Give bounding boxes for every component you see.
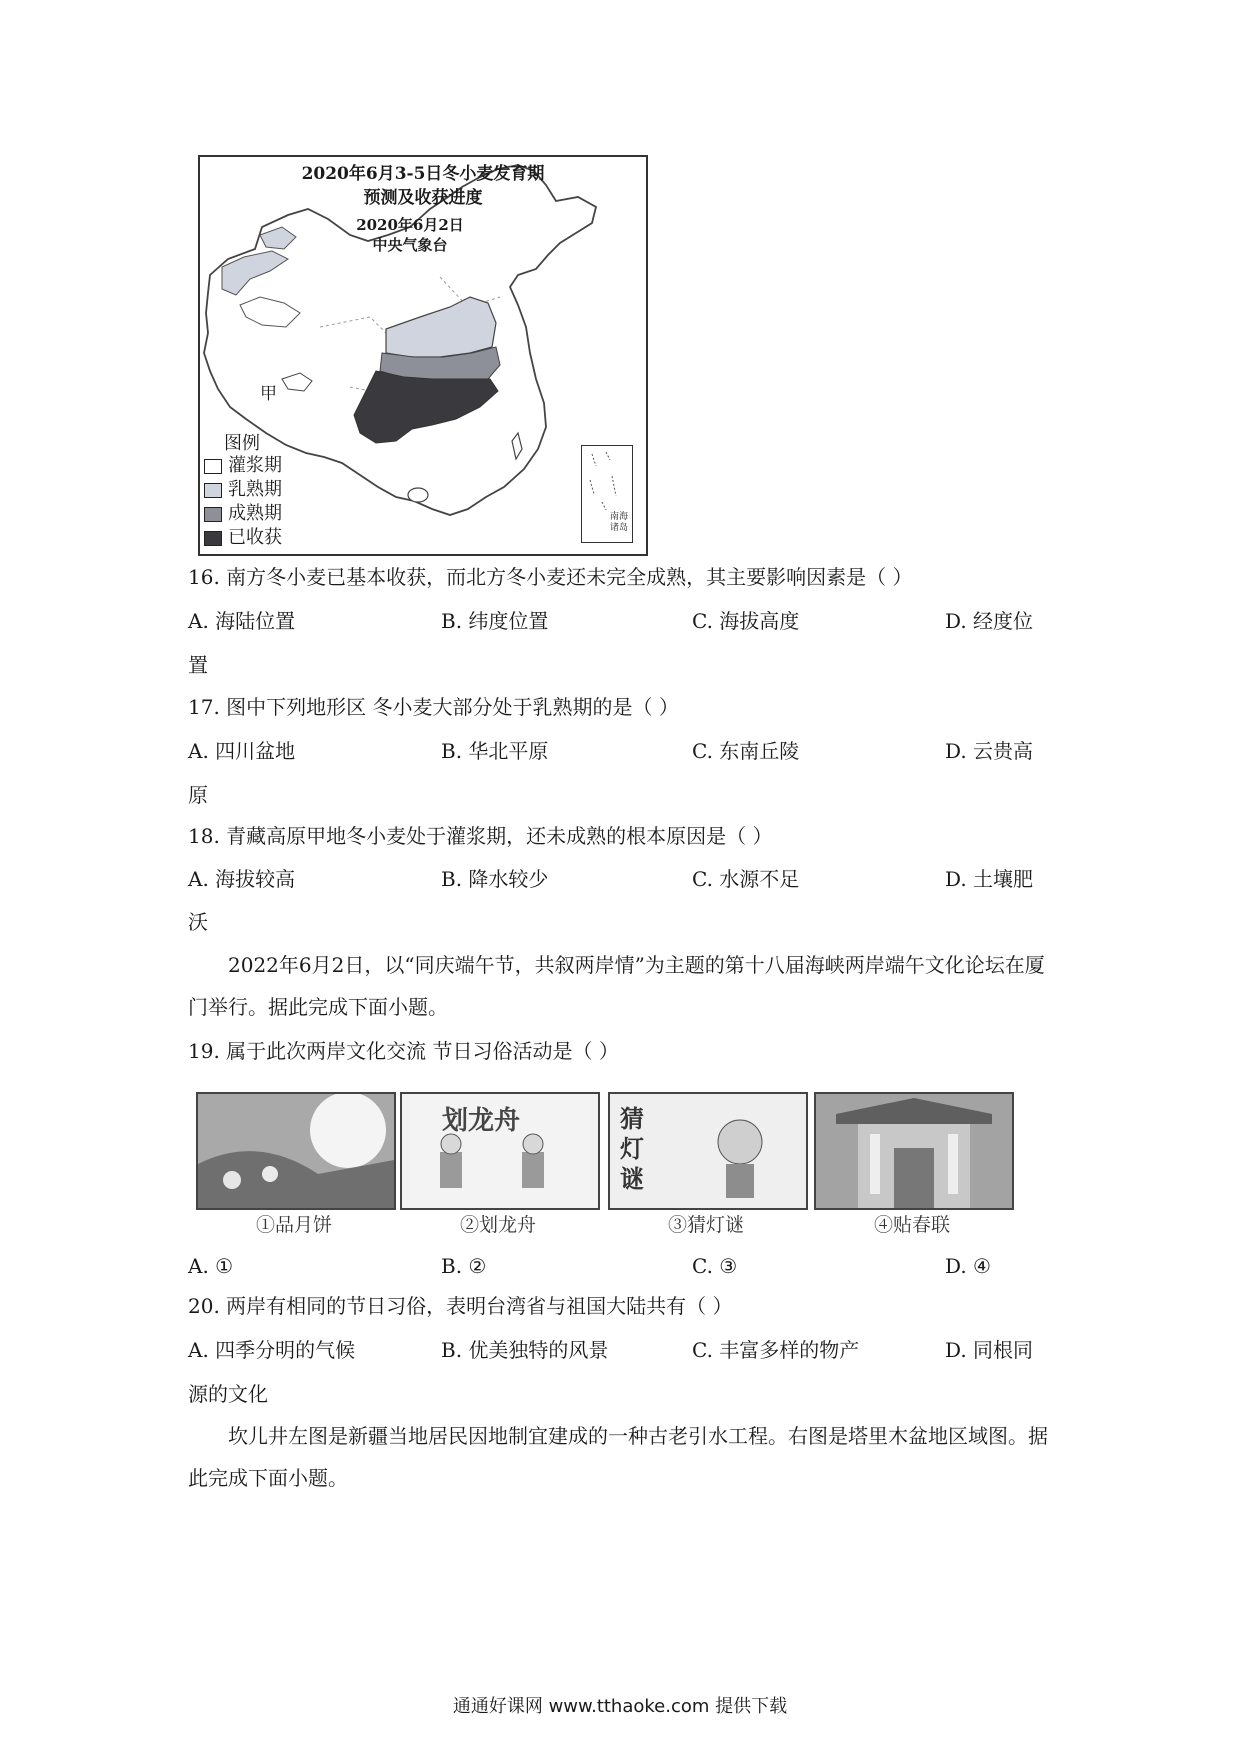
q16-option-c[interactable]: C. 海拔高度 xyxy=(692,609,800,633)
q17-option-d[interactable]: D. 云贵高 xyxy=(945,739,1034,763)
map-org: 中央气象台 xyxy=(372,236,448,254)
festival-image-spring-couplets xyxy=(814,1092,1014,1210)
passage-dragon-boat: 2022年6月2日，以“同庆端午节，共叙两岸情”为主题的第十八届海峡两岸端午文化论坛在厦门举行。据此完成下面小题。 xyxy=(188,953,1045,1019)
festival-image-dragon-boat xyxy=(400,1092,600,1210)
q19-option-b[interactable]: B. ② xyxy=(441,1254,487,1278)
q18-option-c[interactable]: C. 水源不足 xyxy=(692,867,800,891)
legend-swatch xyxy=(204,507,222,522)
legend-title: 图例 xyxy=(224,433,260,454)
festival-image-mooncake xyxy=(196,1092,396,1210)
map-title-line2: 预测及收获进度 xyxy=(363,188,483,208)
legend-item: 已收获 xyxy=(204,527,282,549)
legend-item: 灌浆期 xyxy=(204,455,282,477)
passage-karez: 坎儿井左图是新疆当地居民因地制宜建成的一种古老引水工程。右图是塔里木盆地区域图。据此完成下面小题。 xyxy=(188,1424,1048,1490)
q20-option-d[interactable]: D. 同根同 xyxy=(945,1338,1034,1362)
q16-option-d[interactable]: D. 经度位 xyxy=(945,609,1034,633)
q19-option-c[interactable]: C. ③ xyxy=(692,1254,738,1278)
festival-image-lantern-riddle xyxy=(608,1092,808,1210)
map-date: 2020年6月2日 xyxy=(356,216,464,234)
q16-option-a[interactable]: A. 海陆位置 xyxy=(188,609,296,633)
q18-option-d-wrap: 沃 xyxy=(188,910,208,934)
south-china-sea-inset xyxy=(581,445,633,543)
q16-option-b[interactable]: B. 纬度位置 xyxy=(441,609,549,633)
q18-option-a[interactable]: A. 海拔较高 xyxy=(188,867,296,891)
q20-option-a[interactable]: A. 四季分明的气候 xyxy=(188,1338,356,1362)
caption-lantern-riddle: ③猜灯谜 xyxy=(667,1214,744,1236)
q17-option-a[interactable]: A. 四川盆地 xyxy=(188,739,296,763)
legend-item: 成熟期 xyxy=(204,503,282,525)
q17-option-c[interactable]: C. 东南丘陵 xyxy=(692,739,800,763)
dragon-boat-art-text: 划龙舟 xyxy=(442,1106,521,1136)
q17-option-b[interactable]: B. 华北平原 xyxy=(441,739,549,763)
legend-swatch xyxy=(204,459,222,474)
q20-option-b[interactable]: B. 优美独特的风景 xyxy=(441,1338,609,1362)
q18-option-d[interactable]: D. 土壤肥 xyxy=(945,867,1034,891)
wheat-map-figure xyxy=(198,155,648,556)
question-16-stem: 16. 南方冬小麦已基本收获，而北方冬小麦还未完全成熟，其主要影响因素是（ ） xyxy=(188,565,913,589)
q20-option-d-wrap: 源的文化 xyxy=(188,1382,268,1406)
q17-option-d-wrap: 原 xyxy=(188,783,208,807)
caption-spring-couplets: ④贴春联 xyxy=(873,1214,950,1236)
legend-swatch xyxy=(204,483,222,498)
inset-label: 南海诸岛 xyxy=(610,512,629,533)
question-18-stem: 18. 青藏高原甲地冬小麦处于灌浆期，还未成熟的根本原因是（ ） xyxy=(188,824,773,848)
caption-mooncake: ①品月饼 xyxy=(255,1214,332,1236)
q20-option-c[interactable]: C. 丰富多样的物产 xyxy=(692,1338,860,1362)
q19-option-a[interactable]: A. ① xyxy=(188,1254,234,1278)
question-20-stem: 20. 两岸有相同的节日习俗，表明台湾省与祖国大陆共有（ ） xyxy=(188,1294,733,1318)
q16-option-d-wrap: 置 xyxy=(188,653,208,677)
lantern-art-text: 猜灯谜 xyxy=(620,1104,644,1193)
map-title-line1: 2020年6月3-5日冬小麦发育期 xyxy=(301,164,545,184)
legend-swatch xyxy=(204,531,222,546)
page-footer: 通通好课网 www.tthaoke.com 提供下载 xyxy=(452,1696,788,1717)
question-19-stem: 19. 属于此次两岸文化交流 节日习俗活动是（ ） xyxy=(188,1039,619,1063)
caption-dragon-boat: ②划龙舟 xyxy=(459,1214,536,1236)
question-17-stem: 17. 图中下列地形区 冬小麦大部分处于乳熟期的是（ ） xyxy=(188,695,679,719)
q19-option-d[interactable]: D. ④ xyxy=(945,1254,991,1278)
q18-option-b[interactable]: B. 降水较少 xyxy=(441,867,549,891)
label-jia: 甲 xyxy=(260,384,277,404)
legend-item: 乳熟期 xyxy=(204,479,282,501)
